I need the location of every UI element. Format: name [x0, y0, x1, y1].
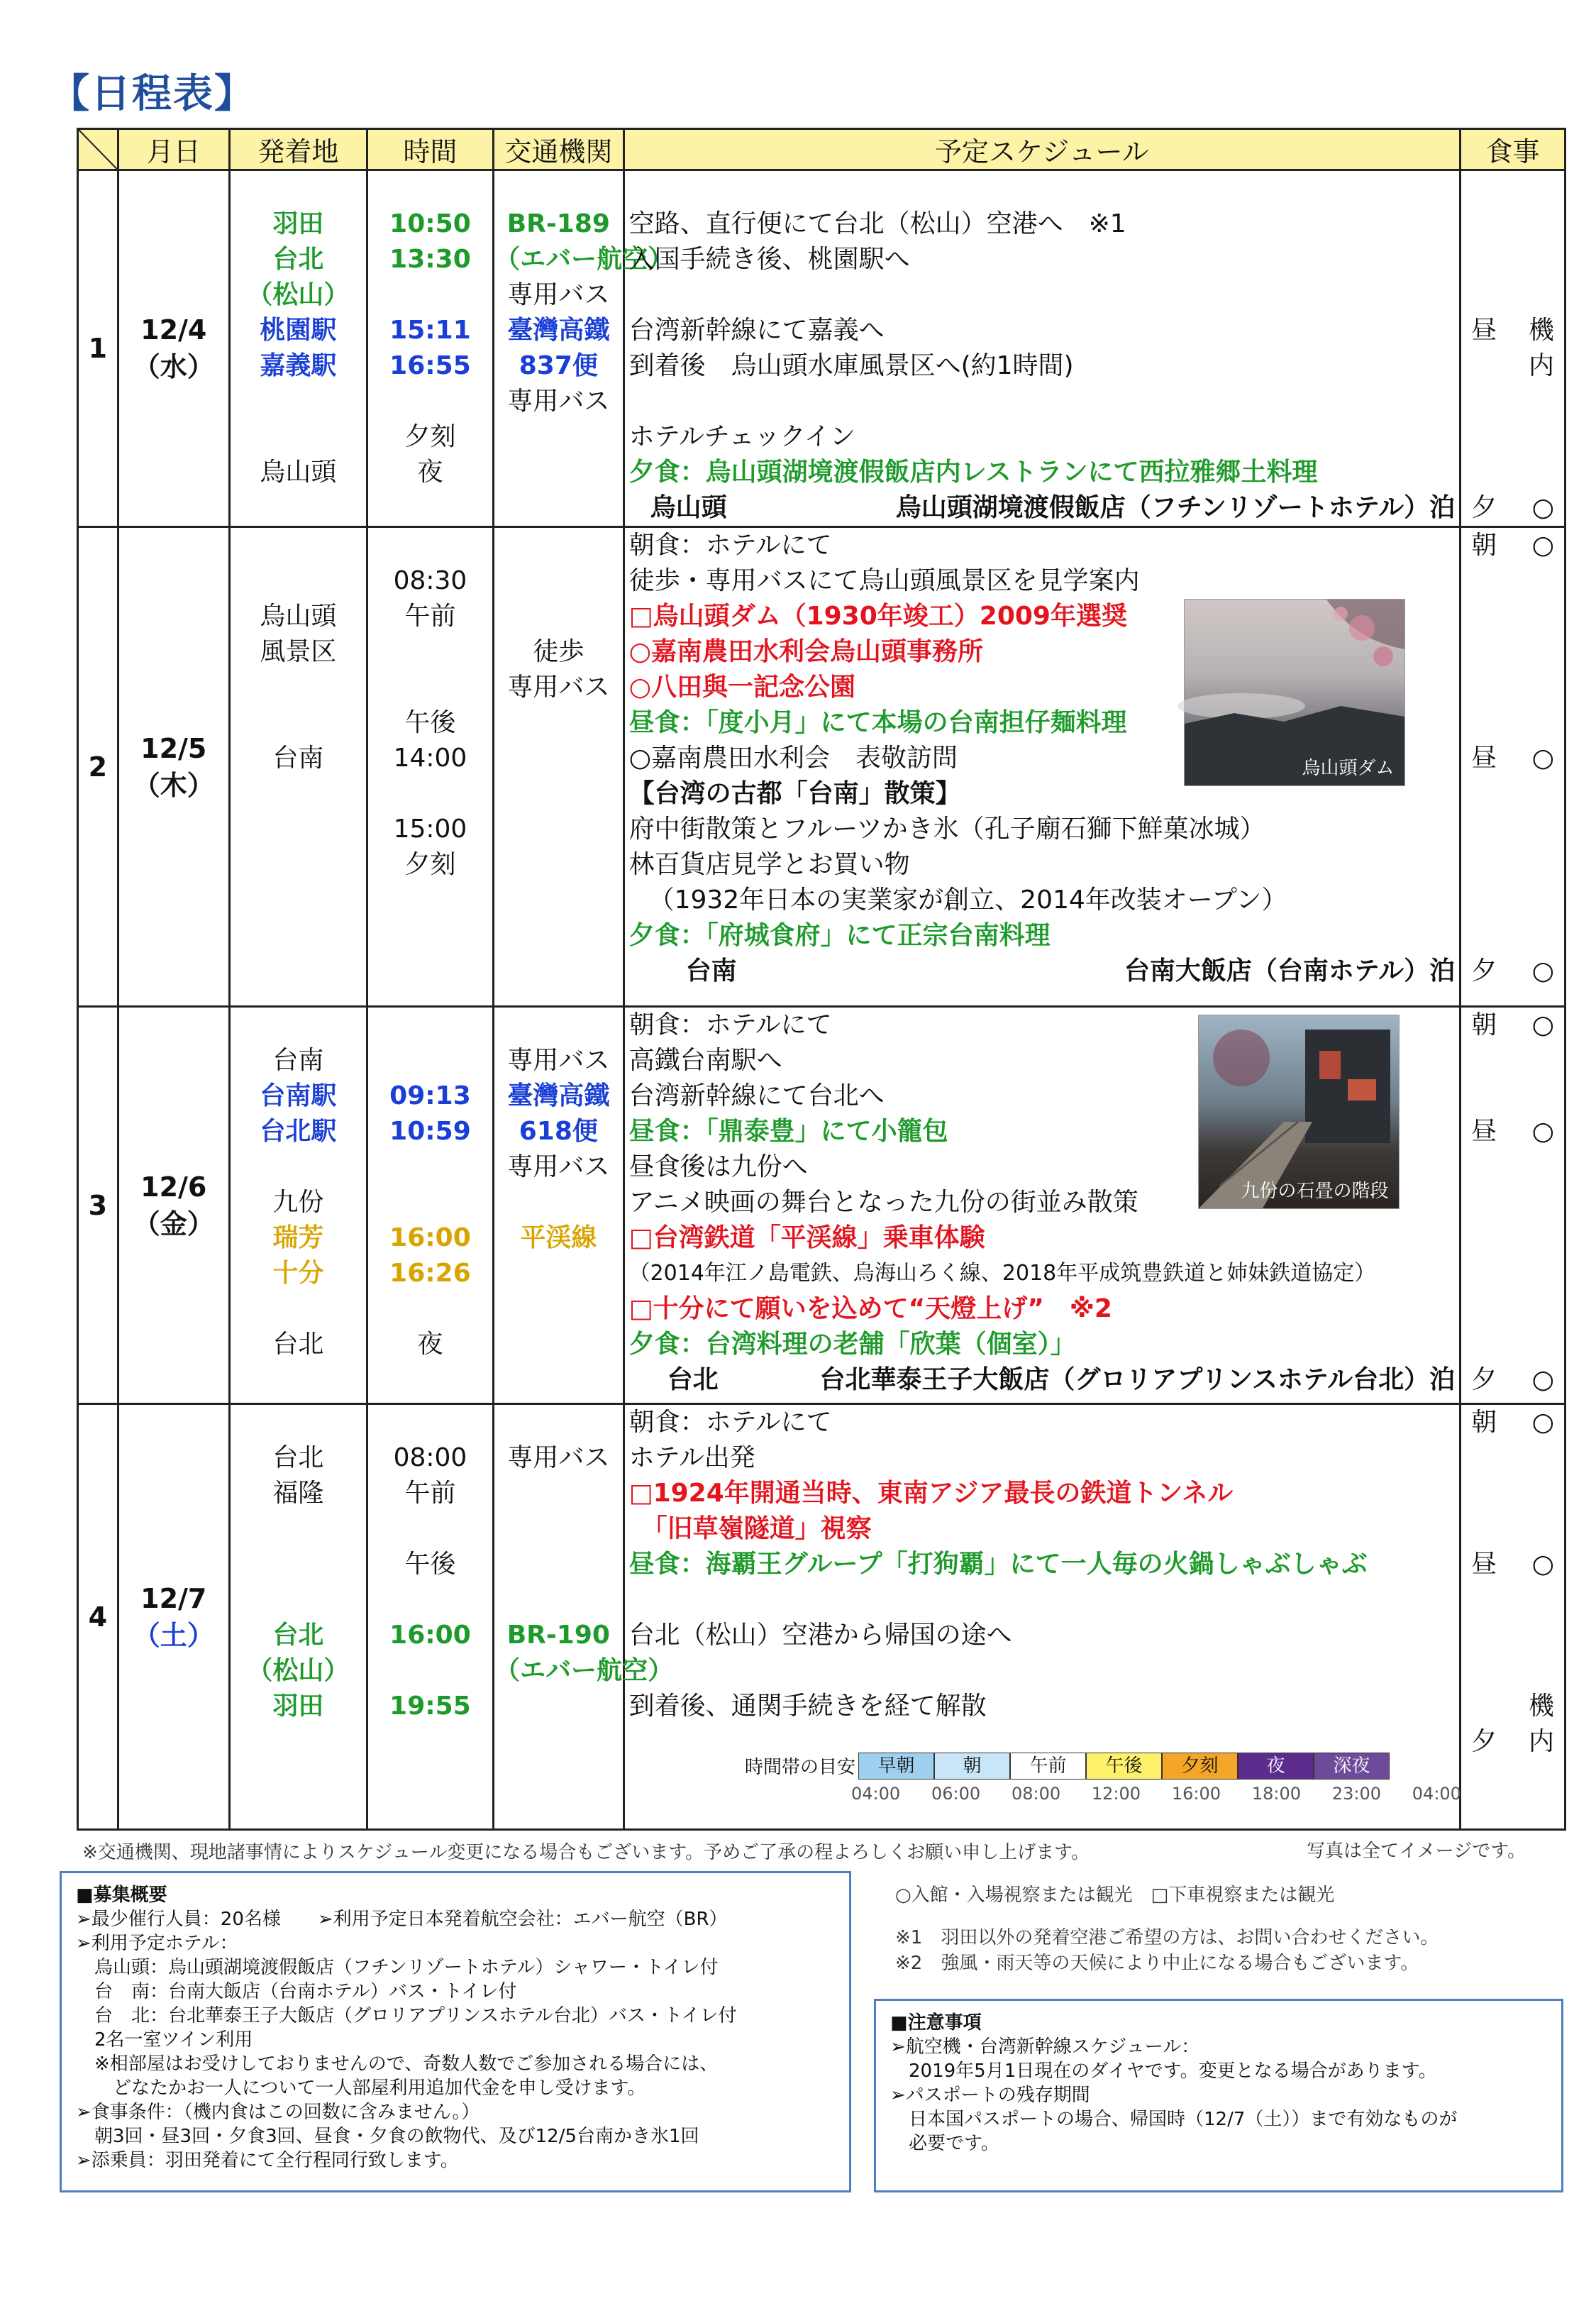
header-meal: 食事	[1461, 129, 1565, 170]
transport-col	[494, 1007, 624, 1404]
schedule-line: （1932年日本の実業家が創立、2014年改装オープン）	[648, 886, 1287, 915]
recruit-line: ➢添乗員：羽田発着にて全行程同行致します。	[76, 2150, 459, 2171]
day-number: 2	[78, 527, 118, 1007]
day-row	[78, 170, 1565, 527]
time-line: 09:13	[389, 1081, 471, 1110]
page-title: 【日程表】	[50, 71, 255, 117]
time-line: 午後	[404, 1550, 456, 1579]
place-line: 台北	[272, 1443, 324, 1472]
schedule-line: 徒歩・専用バスにて烏山頭風景区を見学案内	[628, 566, 1140, 595]
schedule-line	[629, 171, 1460, 206]
place-line	[231, 1547, 366, 1582]
recruit-line: ※相部屋はお受けしておりませんので、奇数人数でご参加される場合には、	[76, 2053, 719, 2075]
transport-line: 徒歩	[533, 637, 584, 666]
hotel-name: 烏山頭湖境渡假飯店（フチンリゾートホテル）泊	[895, 493, 1456, 522]
transport-line: （エバー航空）	[494, 1656, 674, 1685]
hotel-place: 烏山頭	[650, 493, 727, 522]
meal-mark: 機	[1528, 1692, 1554, 1721]
time-line: 午前	[404, 602, 456, 631]
meal-mark: ○	[1531, 1010, 1554, 1039]
time-line	[368, 1405, 492, 1440]
schedule-line	[629, 277, 1460, 313]
date-text: 12/6	[140, 1171, 207, 1203]
meal-mark: 夕	[1471, 956, 1497, 986]
caution-line: ➢航空機・台湾新幹線スケジュール：	[890, 2036, 1200, 2058]
transport-line	[494, 455, 622, 490]
legend-segment: 早朝	[858, 1753, 934, 1780]
time-line: 16:00	[389, 1223, 471, 1252]
legend-segment: 午後	[1086, 1753, 1162, 1780]
transport-line	[494, 1405, 622, 1440]
schedule-line: ○嘉南農田水利会烏山頭事務所	[628, 637, 983, 666]
jiufen-photo	[1198, 1015, 1400, 1209]
meal-mark: 朝	[1471, 1010, 1497, 1039]
legend-time: 23:00	[1331, 1784, 1381, 1804]
place-line: 烏山頭	[260, 602, 337, 631]
transport-line	[494, 490, 622, 526]
caution-line: ➢パスポートの残存期間	[890, 2085, 1090, 2106]
place-line: 桃園駅	[260, 316, 337, 345]
schedule-col	[624, 170, 1461, 527]
schedule-line: □台湾鉄道「平渓線」乗車体験	[628, 1223, 985, 1252]
schedule-line: 昼食：「鼎泰豊」にて小籠包	[628, 1117, 948, 1146]
place-line	[231, 1405, 366, 1440]
place-line	[231, 670, 366, 705]
schedule-line: 到着後 烏山頭水庫風景区へ(約1時間)	[628, 351, 1074, 380]
caution-line: 2019年5月1日現在のダイヤです。変更となる場合があります。	[890, 2060, 1437, 2082]
transport-line: 専用バス	[507, 1443, 610, 1472]
transport-line: BR-190	[506, 1621, 610, 1650]
schedule-line: □烏山頭ダム（1930年竣工）2009年選奨	[628, 602, 1127, 631]
time-legend	[745, 1753, 1461, 1816]
schedule-line: 昼食：「度小月」にて本場の台南担仔麺料理	[628, 708, 1127, 737]
legend-segment: 午前	[1010, 1753, 1086, 1780]
transport-line: 専用バス	[507, 387, 610, 416]
hotel-line	[629, 954, 1460, 989]
weekday-text: （木）	[133, 769, 214, 801]
schedule-line: 空路、直行便にて台北（松山）空港へ ※1	[628, 209, 1126, 238]
schedule-line: 朝食：ホテルにて	[628, 1408, 832, 1437]
time-line: 16:26	[389, 1259, 471, 1288]
schedule-line: 府中街散策とフルーツかき氷（孔子廟石獅下鮮菓冰城）	[628, 815, 1265, 844]
place-line: 十分	[272, 1259, 324, 1288]
schedule-line: 昼食：海覇王グループ「打狗覇」にて一人毎の火鍋しゃぶしゃぶ	[628, 1550, 1368, 1579]
transport-line: 618便	[519, 1117, 598, 1146]
date-text: 12/4	[140, 314, 207, 346]
place-line	[231, 1149, 366, 1185]
schedule-line: 林百貨店見学とお買い物	[628, 850, 910, 879]
recruit-line: ➢食事条件：（機内食はこの回数に含みません。）	[76, 2102, 480, 2123]
place-line: 羽田	[272, 1692, 324, 1721]
schedule-line: 夕食：「府城食府」にて正宗台南料理	[628, 921, 1051, 950]
transport-line	[494, 1547, 622, 1582]
meal-mark: ○	[1531, 1365, 1554, 1394]
footnote-1: ※1 羽田以外の発着空港ご希望の方は、お問い合わせください。	[895, 1927, 1439, 1948]
meal-col	[1461, 1404, 1565, 1830]
time-line: 夕刻	[404, 422, 456, 451]
recruit-line: 朝3回・昼3回・夕食3回、昼食・夕食の飲物代、及び12/5台南かき氷1回	[76, 2126, 699, 2147]
recruit-line: どなたかお一人について一人部屋利用追加代金を申し受けます。	[76, 2078, 646, 2099]
meal-mark: ○	[1531, 531, 1554, 560]
meal-mark: 夕	[1471, 1365, 1497, 1394]
date-text: 12/5	[140, 732, 207, 764]
schedule-line: ○八田與一記念公園	[628, 673, 855, 702]
place-line	[231, 419, 366, 455]
transport-line: 専用バス	[507, 280, 610, 309]
time-col	[367, 527, 493, 1007]
hotel-line	[629, 490, 1460, 526]
place-line	[231, 563, 366, 599]
schedule-line: 朝食：ホテルにて	[628, 531, 832, 560]
schedule-line: 台湾新幹線にて台北へ	[628, 1081, 885, 1110]
schedule-table	[77, 128, 1566, 1831]
schedule-line: 朝食：ホテルにて	[628, 1010, 832, 1039]
meal-mark: 朝	[1471, 1408, 1497, 1437]
day-number: 4	[78, 1404, 118, 1830]
place-col	[229, 1007, 367, 1404]
time-line: 午後	[404, 708, 456, 737]
weekday-text: （土）	[133, 1619, 214, 1651]
place-line	[231, 1511, 366, 1547]
transport-line: 臺灣高鐵	[507, 316, 610, 345]
time-line: 夜	[417, 458, 443, 487]
transport-line	[494, 528, 622, 563]
caution-box	[874, 1999, 1563, 2192]
transport-line: （エバー航空）	[494, 245, 674, 274]
transport-line	[494, 599, 622, 634]
meal-mark: 機	[1528, 316, 1554, 345]
place-line: 羽田	[272, 209, 324, 238]
schedule-line: 夕食：烏山頭湖境渡假飯店内レストランにて西拉雅郷土料理	[628, 458, 1318, 487]
weekday-text: （水）	[133, 351, 214, 382]
transport-line: 平渓線	[520, 1223, 597, 1252]
place-line: 九份	[272, 1188, 324, 1217]
time-line	[368, 277, 492, 313]
place-line: 台南	[272, 744, 324, 773]
header-schedule: 予定スケジュール	[624, 129, 1461, 170]
schedule-line: 入国手続き後、桃園駅へ	[628, 245, 910, 274]
time-line	[368, 1043, 492, 1078]
place-line	[231, 1582, 366, 1618]
place-line: 台南駅	[260, 1081, 337, 1110]
time-line	[368, 1149, 492, 1185]
header-row	[78, 129, 1565, 170]
meal-mark: 昼	[1471, 744, 1497, 773]
meal-mark: ○	[1531, 1408, 1554, 1437]
transport-line	[494, 171, 622, 206]
legend-times	[851, 1784, 1461, 1804]
place-line	[231, 171, 366, 206]
schedule-line: 台北（松山）空港から帰国の途へ	[628, 1621, 1012, 1650]
change-notice: ※交通機関、現地諸事情によりスケジュール変更になる場合もございます。予めご了承の程よろしくお願い申し上げます。	[82, 1842, 1090, 1863]
legend-time: 16:00	[1171, 1784, 1221, 1804]
day-row	[78, 1007, 1565, 1404]
place-line: （松山）	[247, 1656, 350, 1685]
day-row	[78, 527, 1565, 1007]
hotel-line	[629, 1362, 1460, 1398]
footnote-2: ※2 強風・雨天等の天候により中止になる場合もございます。	[895, 1953, 1419, 1974]
meal-mark: 夕	[1471, 493, 1497, 522]
recruit-line: ➢利用予定ホテル：	[76, 1933, 238, 1954]
time-line: 19:55	[389, 1692, 471, 1721]
day-date	[118, 1007, 229, 1404]
schedule-line	[629, 1582, 1460, 1618]
date-text: 12/7	[140, 1582, 207, 1614]
header-place: 発着地	[229, 129, 367, 170]
transport-line	[494, 563, 622, 599]
legend-time: 04:00	[851, 1784, 901, 1804]
day-number: 3	[78, 1007, 118, 1404]
time-line: 10:50	[389, 209, 471, 238]
place-line: 台北	[272, 1621, 324, 1650]
time-line: 16:55	[389, 351, 471, 380]
recruit-line: ➢最少催行人員：20名様 ➢利用予定日本発着航空会社：エバー航空（BR）	[76, 1909, 728, 1930]
place-line: 嘉義駅	[260, 351, 337, 380]
legend-segment: 夜	[1238, 1753, 1314, 1780]
recruit-line: 2名一室ツイン利用	[76, 2029, 253, 2051]
time-line: 13:30	[389, 245, 471, 274]
time-line	[368, 670, 492, 705]
schedule-line: ホテルチェックイン	[628, 422, 855, 451]
place-line	[231, 705, 366, 741]
time-line: 08:00	[393, 1443, 467, 1472]
place-line: 台南	[272, 1046, 324, 1075]
meal-mark: ○	[1531, 1550, 1554, 1579]
meal-mark: ○	[1531, 493, 1554, 522]
photo-caption: 九份の石畳の階段	[1241, 1181, 1389, 1202]
caution-line: 必要です。	[890, 2133, 999, 2154]
place-line: 瑞芳	[272, 1223, 324, 1252]
transport-col	[494, 527, 624, 1007]
legend-segment: 夕刻	[1162, 1753, 1238, 1780]
transport-col	[494, 1404, 674, 1830]
day-date	[118, 170, 229, 527]
transport-line: 専用バス	[507, 1046, 610, 1075]
schedule-line: 「旧草嶺隧道」視察	[641, 1514, 872, 1543]
place-line: 台北	[272, 245, 324, 274]
time-line	[368, 384, 492, 419]
recruit-line: 台 南：台南大飯店（台南ホテル）バス・トイレ付	[76, 1981, 517, 2002]
caution-line: ■注意事項	[890, 2012, 982, 2034]
day-date	[118, 527, 229, 1007]
meal-mark: ○	[1531, 956, 1554, 986]
time-line	[368, 1008, 492, 1043]
place-line	[231, 528, 366, 563]
time-line: 10:59	[389, 1117, 471, 1146]
weekday-text: （金）	[133, 1208, 214, 1240]
meal-mark: ○	[1531, 744, 1554, 773]
time-line	[368, 776, 492, 812]
time-line	[368, 1291, 492, 1327]
place-line: 台北	[272, 1330, 324, 1359]
transport-line	[494, 1511, 622, 1547]
day-date	[118, 1404, 229, 1830]
meal-mark: ○	[1531, 1117, 1554, 1146]
schedule-line	[629, 1653, 1460, 1689]
transport-line	[494, 1185, 622, 1220]
place-line: 台北駅	[260, 1117, 337, 1146]
time-line	[368, 528, 492, 563]
schedule-line: 【台湾の古都「台南」散策】	[628, 779, 961, 808]
hotel-name: 台南大飯店（台南ホテル）泊	[1124, 956, 1456, 986]
schedule-line: アニメ映画の舞台となった九份の街並み散策	[628, 1188, 1138, 1217]
caution-line: 日本国パスポートの場合、帰国時（12/7（土））まで有効なものが	[890, 2109, 1458, 2130]
transport-line: BR-189	[506, 209, 610, 238]
hotel-place: 台北	[667, 1365, 719, 1394]
transport-line: 臺灣高鐵	[507, 1081, 610, 1110]
time-line	[368, 634, 492, 670]
transport-line	[494, 419, 622, 455]
place-line: 烏山頭	[260, 458, 337, 487]
legend-segment: 深夜	[1314, 1753, 1390, 1780]
legend-label: 時間帯の目安	[745, 1757, 856, 1778]
legend-bar	[858, 1753, 1390, 1778]
symbol-notice: ○入館・入場視察または観光 □下車視察または観光	[895, 1885, 1335, 1906]
schedule-line: □1924年開通当時、東南アジア最長の鉄道トンネル	[628, 1479, 1234, 1508]
place-line	[231, 490, 366, 526]
dam-photo	[1184, 599, 1405, 786]
header-date: 月日	[118, 129, 229, 170]
meal-mark: 昼	[1471, 1117, 1497, 1146]
hotel-name: 台北華泰王子大飯店（グロリアプリンスホテル台北）泊	[819, 1365, 1456, 1394]
time-line: 夜	[417, 1330, 443, 1359]
time-col	[367, 1404, 493, 1830]
meal-mark: 昼	[1471, 1550, 1497, 1579]
meal-mark: 昼	[1471, 316, 1497, 345]
transport-line	[494, 1476, 622, 1511]
time-line	[368, 1185, 492, 1220]
meal-mark: 朝	[1471, 531, 1497, 560]
schedule-col	[624, 1007, 1461, 1404]
schedule-line: （2014年江ノ島電鉄、烏海山ろく線、2018年平成筑豊鉄道と姉妹鉄道協定）	[628, 1261, 1376, 1286]
recruit-line: 台 北：台北華泰王子大飯店（グロリアプリンスホテル台北）バス・トイレ付	[76, 2005, 737, 2026]
transport-line: 837便	[519, 351, 598, 380]
schedule-col	[624, 527, 1461, 1007]
place-col	[229, 527, 367, 1007]
corner-cell	[78, 129, 118, 170]
meal-mark: 内	[1528, 351, 1554, 380]
time-line: 16:00	[389, 1621, 471, 1650]
place-line	[231, 1291, 366, 1327]
time-line	[368, 1653, 492, 1689]
photo-caption: 烏山頭ダム	[1302, 758, 1395, 779]
schedule-line: ホテル出発	[628, 1443, 755, 1472]
transport-line: 専用バス	[507, 1152, 610, 1181]
meal-mark: 内	[1528, 1727, 1554, 1756]
time-line	[368, 1582, 492, 1618]
schedule-line: 台湾新幹線にて嘉義へ	[628, 316, 885, 345]
recruit-line: 烏山頭：烏山頭湖境渡假飯店（フチンリゾートホテル）シャワー・トイレ付	[76, 1957, 719, 1978]
meal-col	[1461, 527, 1565, 1007]
transport-line: 専用バス	[507, 673, 610, 702]
time-line: 夕刻	[404, 850, 456, 879]
time-col	[367, 1007, 493, 1404]
time-line: 08:30	[393, 566, 467, 595]
time-col	[367, 170, 493, 527]
schedule-line	[629, 384, 1460, 419]
place-line: 風景区	[260, 637, 337, 666]
time-line	[368, 1511, 492, 1547]
legend-time: 18:00	[1251, 1784, 1302, 1804]
schedule-line: 昼食後は九份へ	[628, 1152, 808, 1181]
place-line: 福隆	[272, 1479, 324, 1508]
transport-col	[494, 170, 674, 527]
schedule-line: 到着後、通関手続きを経て解散	[628, 1692, 987, 1721]
time-line: 午前	[404, 1479, 456, 1508]
place-line: （松山）	[247, 280, 350, 309]
time-line	[368, 490, 492, 526]
time-line: 14:00	[393, 744, 467, 773]
legend-time: 04:00	[1412, 1784, 1461, 1804]
time-line	[368, 171, 492, 206]
meal-mark: 夕	[1471, 1727, 1497, 1756]
schedule-line: □十分にて願いを込めて“天燈上げ” ※2	[628, 1294, 1112, 1323]
legend-time: 06:00	[931, 1784, 981, 1804]
legend-time: 12:00	[1091, 1784, 1141, 1804]
transport-line	[494, 1582, 622, 1618]
header-transport: 交通機関	[494, 129, 624, 170]
schedule-line: ○嘉南農田水利会 表敬訪問	[628, 744, 958, 773]
transport-line	[494, 1008, 622, 1043]
place-col	[229, 170, 367, 527]
header-time: 時間	[367, 129, 493, 170]
schedule-line: 夕食：台湾料理の老舗「欣葉（個室）」	[628, 1330, 1076, 1359]
place-col	[229, 1404, 367, 1830]
time-line: 15:00	[393, 815, 467, 844]
photo-notice: 写真は全てイメージです。	[1307, 1841, 1526, 1862]
place-line	[231, 1008, 366, 1043]
legend-segment: 朝	[934, 1753, 1010, 1780]
recruit-box	[60, 1871, 851, 2192]
day-number: 1	[78, 170, 118, 527]
schedule-line: 高鐵台南駅へ	[628, 1046, 782, 1075]
meal-col	[1461, 170, 1565, 527]
legend-time: 08:00	[1011, 1784, 1061, 1804]
time-line: 15:11	[389, 316, 471, 345]
recruit-line: ■募集概要	[76, 1885, 167, 1906]
meal-col	[1461, 1007, 1565, 1404]
hotel-place: 台南	[685, 956, 737, 986]
place-line	[231, 384, 366, 419]
